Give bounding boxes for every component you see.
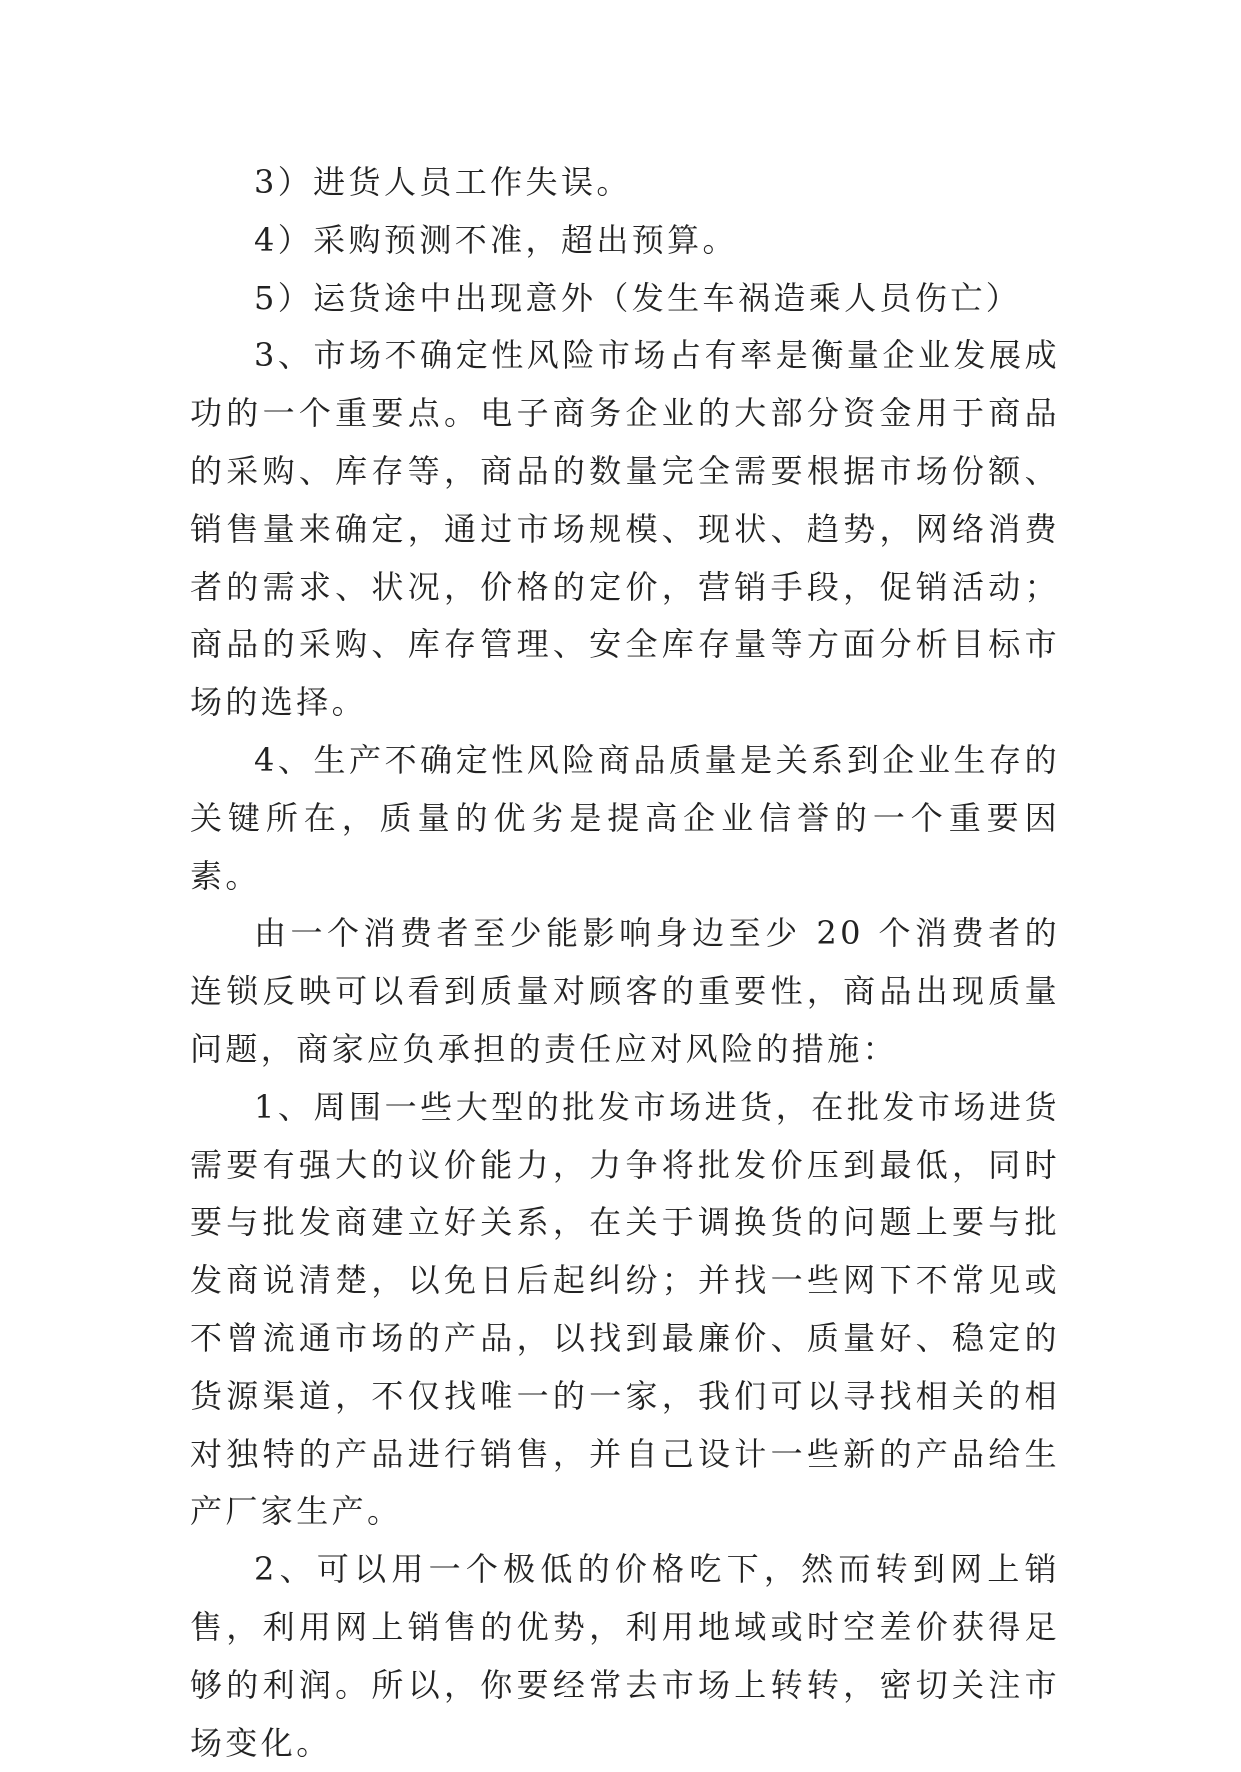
paragraph-market-risk: 3、市场不确定性风险市场占有率是衡量企业发展成功的一个重要点。电子商务企业的大部分资金用于商品的采购、库存等，商品的数量完全需要根据市场份额、销售量来确定，通过市场规模、现状、趋势，网络消费者的需求、状况，价格的定价，营销手段，促销活动；商品的采购、库存管理、安全库存量等方面分析目标市场的选择。	[190, 336, 1060, 722]
paragraph-item-4: 4）采购预测不准，超出预算。	[254, 220, 738, 259]
paragraph-measure-2: 2、可以用一个极低的价格吃下，然而转到网上销售，利用网上销售的优势，利用地域或时空差价获得足够的利润。所以，你要经常去市场上转转，密切关注市场变化。	[190, 1550, 1060, 1762]
paragraph-quality-importance: 由一个消费者至少能影响身边至少 20 个消费者的连锁反映可以看到质量对顾客的重要性，商品出现质量问题，商家应负承担的责任应对风险的措施：	[190, 914, 1060, 1068]
paragraph-item-3: 3）进货人员工作失误。	[254, 163, 632, 201]
paragraph-production-risk: 4、生产不确定性风险商品质量是关系到企业生存的关键所在，质量的优劣是提高企业信誉的一个重要因素。	[190, 740, 1060, 895]
document-body	[190, 154, 1060, 1772]
paragraph-measure-1: 1、周围一些大型的批发市场进货，在批发市场进货需要有强大的议价能力，力争将批发价压到最低，同时要与批发商建立好关系，在关于调换货的问题上要与批发商说清楚，以免日后起纠纷；并找一些网下不常见或不曾流通市场的产品，以找到最廉价、质量好、稳定的货源渠道，不仅找唯一的一家，我们可以寻找相关的相对独特的产品进行销售，并自己设计一些新的产品给生产厂家生产。	[190, 1087, 1060, 1531]
paragraph-item-5: 5）运货途中出现意外（发生车祸造乘人员伤亡）	[254, 278, 1022, 317]
